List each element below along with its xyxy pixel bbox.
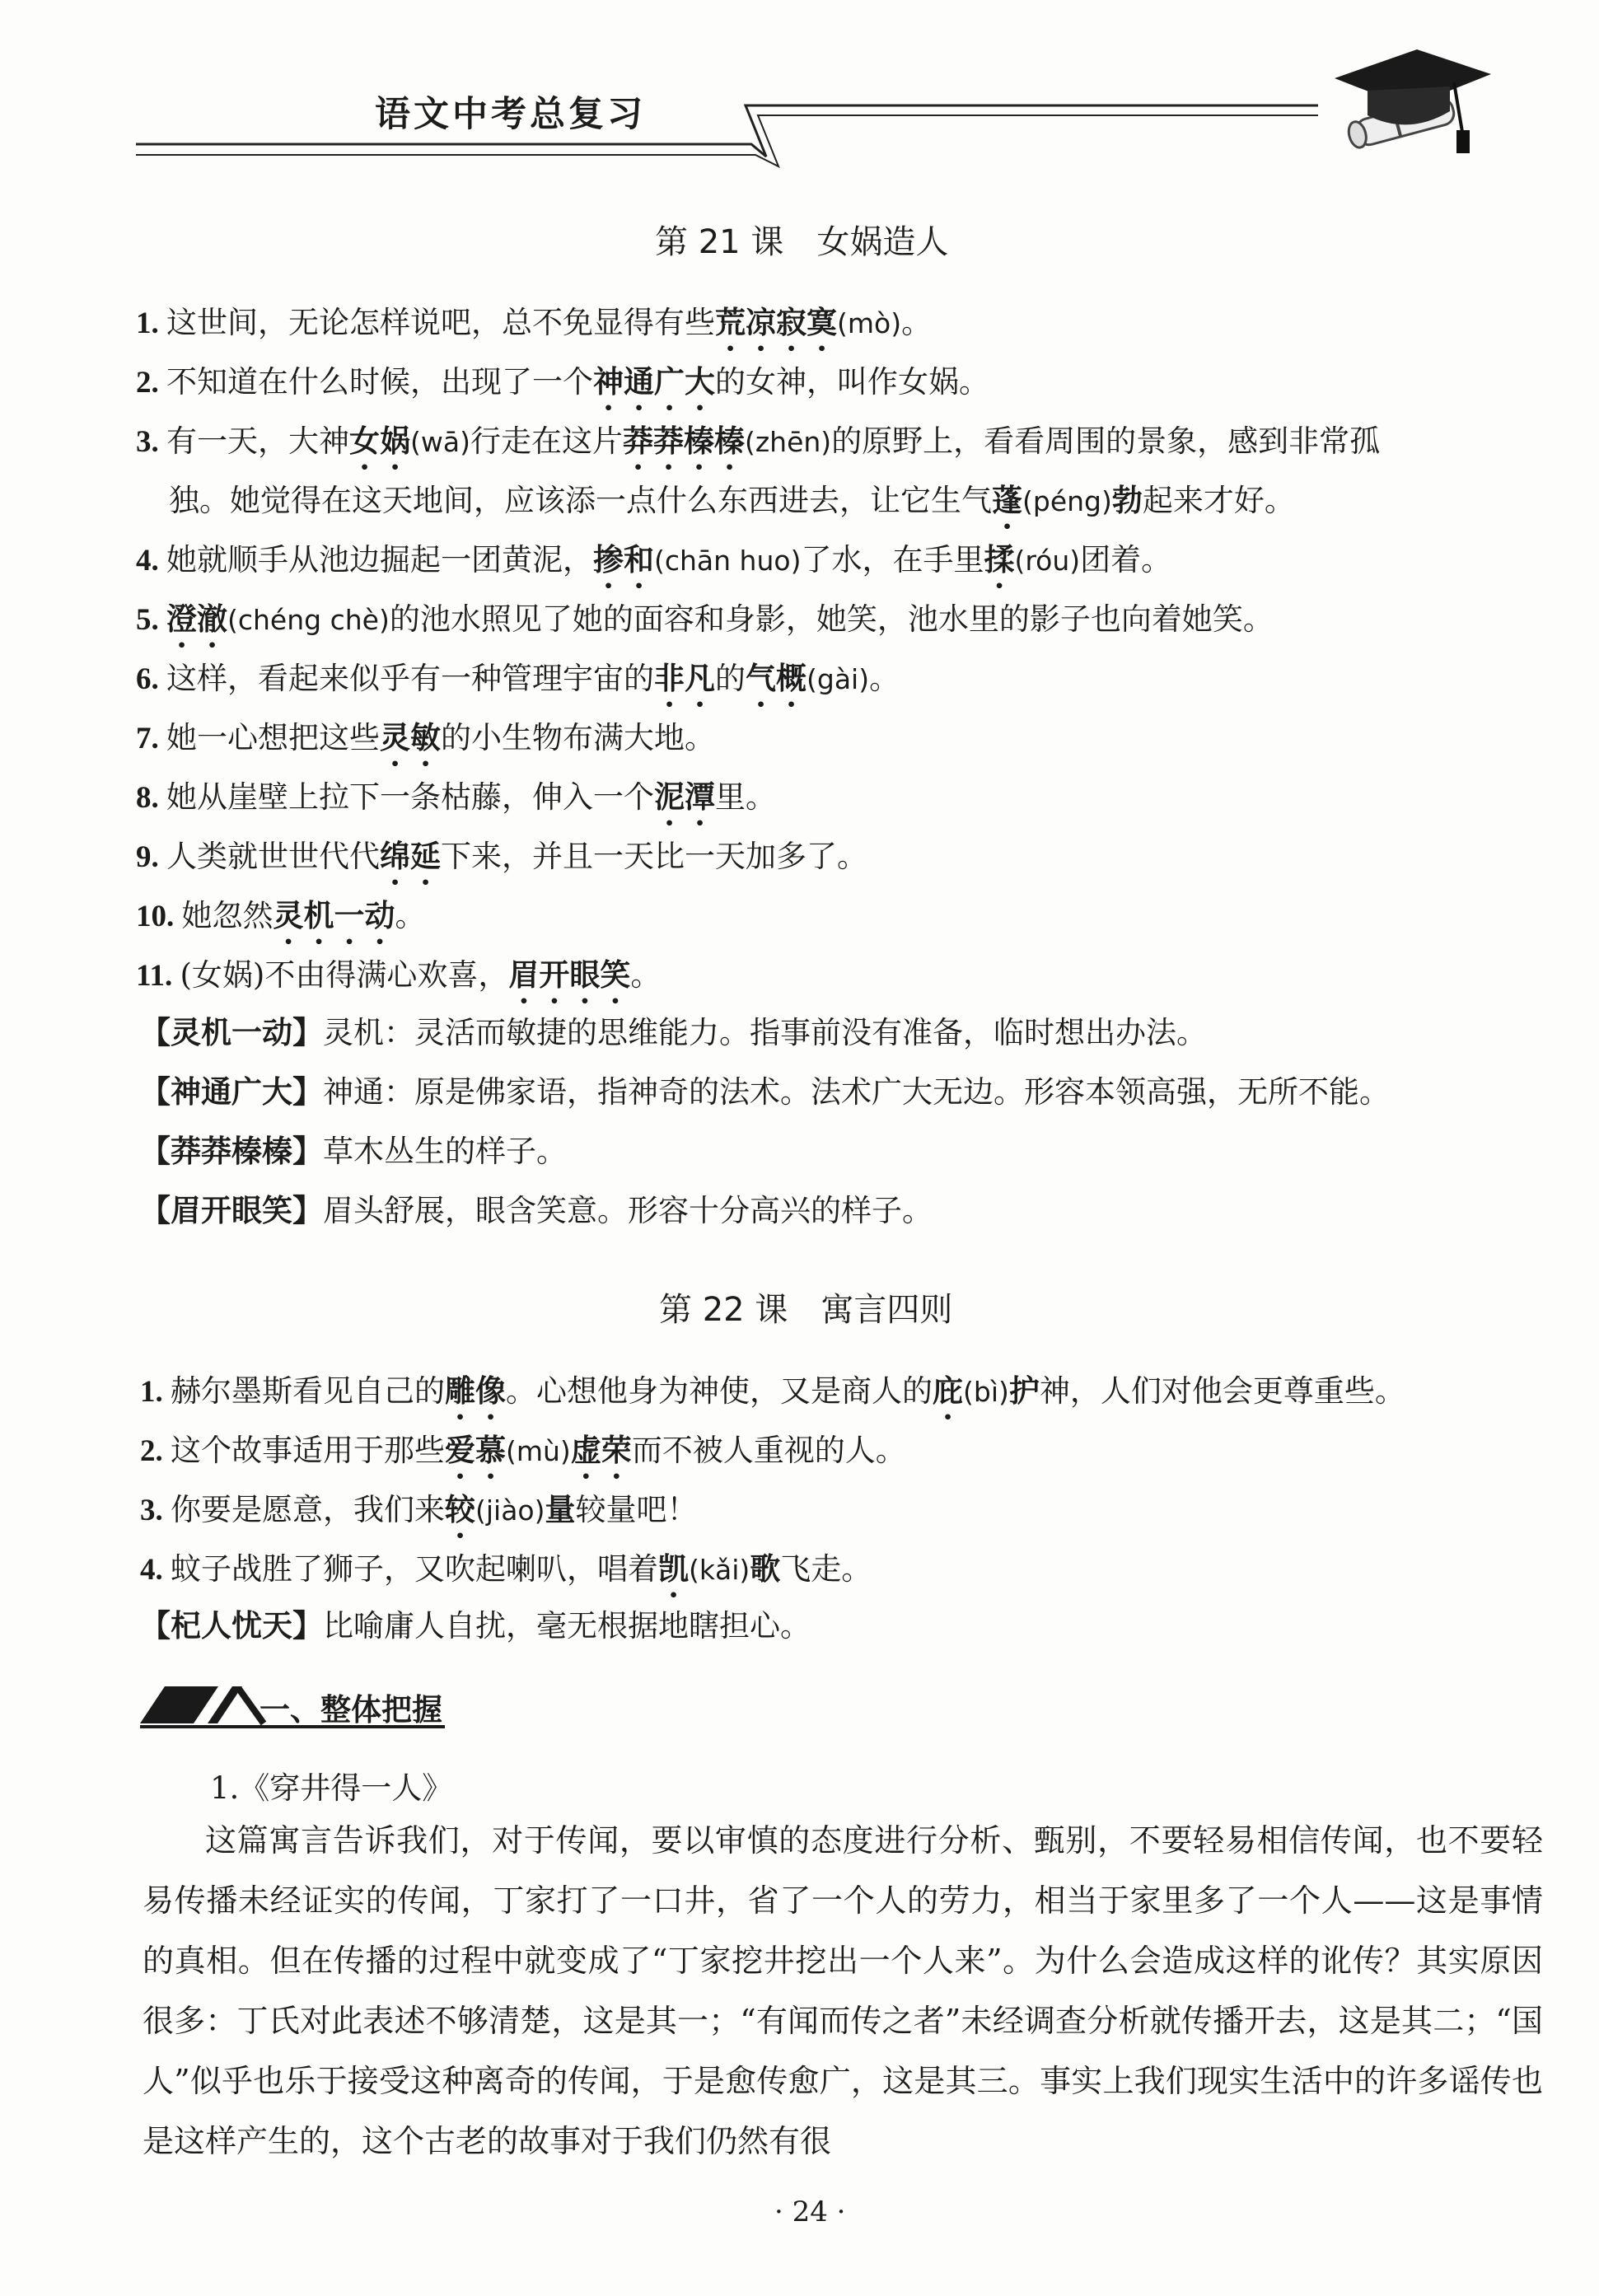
item-number: 10. bbox=[136, 900, 182, 933]
text-segment: 这样，看起来似乎有一种管理宇宙的 bbox=[166, 661, 654, 696]
item-number: 9. bbox=[136, 840, 166, 874]
text-segment: 起来才好。 bbox=[1142, 483, 1295, 518]
vocab-line bbox=[136, 364, 989, 418]
vocab-line bbox=[140, 1551, 872, 1605]
pinyin: (wā) bbox=[410, 426, 470, 458]
idiom-definition bbox=[140, 1195, 933, 1226]
section-subtitle: 1.《穿井得一人》 bbox=[210, 1770, 453, 1806]
item-number: 2. bbox=[140, 1434, 171, 1468]
text-segment: 里。 bbox=[715, 779, 776, 815]
text-segment: 有一天，大神 bbox=[166, 423, 349, 459]
idiom-term: 【神通广大】 bbox=[140, 1074, 323, 1110]
idiom-term: 【灵机一动】 bbox=[140, 1015, 323, 1050]
idiom-definition bbox=[140, 1017, 1207, 1048]
vocab-line bbox=[169, 483, 1295, 536]
text-segment: 下来，并且一天比一天加多了。 bbox=[441, 839, 867, 874]
keyword-dotted: 庇 bbox=[933, 1373, 963, 1409]
graduation-cap-icon bbox=[1318, 33, 1499, 173]
keyword: 歌 bbox=[750, 1551, 781, 1587]
pinyin: (bì) bbox=[963, 1376, 1009, 1408]
item-number: 3. bbox=[136, 425, 166, 459]
idiom-meaning: 眉头舒展，眼含笑意。形容十分高兴的样子。 bbox=[323, 1193, 933, 1228]
item-number: 11. bbox=[136, 959, 180, 993]
book-title: 语文中考总复习 bbox=[375, 94, 646, 135]
idiom-meaning: 神通：原是佛家语，指神奇的法术。法术广大无边。形容本领高强，无所不能。 bbox=[323, 1074, 1390, 1110]
item-number: 4. bbox=[140, 1553, 171, 1587]
keyword-dotted: 泥潭 bbox=[654, 779, 715, 815]
keyword-dotted: 灵敏 bbox=[380, 720, 441, 755]
text-segment: 。心想他身为神使，又是商人的 bbox=[506, 1373, 933, 1409]
text-segment: 而不被人重视的人。 bbox=[631, 1433, 906, 1468]
text-segment: 赫尔墨斯看见自己的 bbox=[171, 1373, 445, 1409]
text-segment: 她就顺手从池边掘起一团黄泥， bbox=[166, 542, 593, 578]
text-segment: 她从崖壁上拉下一条枯藤，伸入一个 bbox=[166, 779, 654, 815]
section-title: 一、整体把握 bbox=[259, 1692, 442, 1728]
text-segment: 她忽然 bbox=[181, 898, 274, 933]
keyword-dotted: 爱慕 bbox=[445, 1433, 506, 1468]
item-number: 2. bbox=[136, 366, 166, 400]
pinyin: (zhēn) bbox=[744, 426, 832, 458]
text-segment: 行走在这片 bbox=[470, 423, 623, 459]
pinyin: (kǎi) bbox=[689, 1554, 750, 1586]
lesson-22-title: 第 22 课 寓言四则 bbox=[659, 1291, 953, 1329]
text-segment: 。 bbox=[630, 957, 662, 993]
keyword-dotted: 掺和 bbox=[593, 542, 654, 578]
idiom-meaning: 灵机：灵活而敏捷的思维能力。指事前没有准备，临时想出办法。 bbox=[323, 1015, 1207, 1050]
vocab-line bbox=[136, 305, 932, 358]
keyword-dotted: 莽莽榛榛 bbox=[622, 423, 745, 459]
pinyin: (péng) bbox=[1022, 485, 1112, 517]
vocab-line bbox=[136, 661, 900, 714]
idiom-definition bbox=[140, 1608, 811, 1644]
text-segment: 的原野上，看看周围的景象，感到非常孤 bbox=[831, 423, 1381, 459]
text-segment: 。 bbox=[395, 898, 426, 933]
idiom-term: 【杞人忧天】 bbox=[140, 1608, 323, 1644]
section-paragraph: 这篇寓言告诉我们，对于传闻，要以审慎的态度进行分析、甄别，不要轻易相信传闻，也不要轻易传播未经证实的传闻，丁家打了一口井，省了一个人的劳力，相当于家里多了一个人——这是事情的真相。但在传播的过程中就变成了“丁家挖井挖出一个人来”。为什么会造成这样的讹传？其实原因很多：丁氏对此表述不够清楚，这是其一；“有闻而传之者”未经调查分析就传播开去，这是其二；“国人”似乎也乐于接受这种离奇的传闻，于是愈传愈广，这是其三。事实上我们现实生活中的许多谣传也是这样产生的，这个古老的故事对于我们仍然有很 bbox=[143, 1822, 1543, 2159]
keyword-dotted: 虚荣 bbox=[570, 1433, 632, 1468]
keyword: 护 bbox=[1008, 1373, 1040, 1409]
item-number: 7. bbox=[136, 722, 166, 755]
text-segment: 她一心想把这些 bbox=[166, 720, 380, 755]
pinyin: (chān huo) bbox=[654, 545, 802, 577]
keyword: 勃 bbox=[1111, 483, 1143, 518]
text-segment: 蚊子战胜了狮子，又吹起喇叭，唱着 bbox=[171, 1551, 658, 1587]
vocab-line bbox=[140, 1373, 1405, 1427]
keyword-dotted: 澄澈 bbox=[166, 601, 227, 637]
text-segment: 飞走。 bbox=[780, 1551, 872, 1587]
pinyin: (gài) bbox=[807, 663, 870, 695]
text-segment: 这个故事适用于那些 bbox=[171, 1433, 445, 1468]
keyword-dotted: 蓬 bbox=[992, 483, 1022, 518]
text-segment: 你要是愿意，我们来 bbox=[171, 1492, 445, 1527]
text-segment: 神，人们对他会更尊重些。 bbox=[1039, 1373, 1405, 1409]
pinyin: (jiào) bbox=[475, 1494, 545, 1527]
item-number: 1. bbox=[136, 306, 166, 340]
keyword-dotted: 眉开眼笑 bbox=[508, 957, 631, 993]
keyword-dotted: 雕像 bbox=[445, 1373, 506, 1409]
keyword: 量 bbox=[545, 1492, 576, 1527]
text-segment: 。 bbox=[901, 305, 933, 340]
keyword-dotted: 荒凉寂寞 bbox=[715, 305, 837, 340]
idiom-term: 【莽莽榛榛】 bbox=[140, 1134, 323, 1169]
item-number: 4. bbox=[136, 544, 166, 578]
pinyin: (chéng chè) bbox=[227, 604, 390, 636]
vocab-line bbox=[136, 779, 776, 833]
idiom-term: 【眉开眼笑】 bbox=[140, 1193, 323, 1228]
vocab-line bbox=[136, 601, 1274, 655]
pinyin: (mù) bbox=[506, 1435, 571, 1467]
header-rule bbox=[132, 49, 1351, 173]
vocab-line bbox=[136, 839, 867, 892]
keyword-dotted: 灵机一动 bbox=[273, 898, 395, 933]
item-number: 3. bbox=[140, 1494, 171, 1527]
keyword-dotted: 气概 bbox=[746, 661, 807, 696]
vocab-line bbox=[136, 957, 661, 1011]
text-segment: 独。她觉得在这天地间，应该添一点什么东西进去，让它生气 bbox=[169, 483, 992, 518]
pinyin: (róu) bbox=[1014, 545, 1081, 577]
text-segment: (女娲)不由得满心欢喜， bbox=[180, 957, 509, 993]
idiom-definition bbox=[140, 1074, 1390, 1110]
keyword-dotted: 较 bbox=[445, 1492, 475, 1527]
vocab-line bbox=[136, 898, 426, 952]
idiom-meaning: 比喻庸人自扰，毫无根据地瞎担心。 bbox=[323, 1608, 811, 1644]
text-segment: 的小生物布满大地。 bbox=[441, 720, 715, 755]
vocab-line bbox=[136, 542, 1171, 596]
page-number: · 24 · bbox=[774, 2195, 846, 2228]
item-number: 1. bbox=[140, 1375, 171, 1409]
vocab-line bbox=[136, 423, 1380, 477]
keyword-dotted: 女娲 bbox=[349, 423, 410, 459]
keyword-dotted: 绵延 bbox=[380, 839, 441, 874]
vocab-line bbox=[140, 1492, 698, 1545]
keyword-dotted: 凯 bbox=[658, 1551, 689, 1587]
pinyin: (mò) bbox=[837, 307, 902, 339]
vocab-line bbox=[136, 720, 715, 774]
keyword-dotted: 非凡 bbox=[654, 661, 715, 696]
text-segment: 的 bbox=[715, 661, 746, 696]
idiom-meaning: 草木丛生的样子。 bbox=[323, 1134, 567, 1169]
item-number: 6. bbox=[136, 662, 166, 696]
text-segment: 不知道在什么时候，出现了一个 bbox=[166, 364, 593, 400]
keyword-dotted: 神通广大 bbox=[593, 364, 715, 400]
text-segment: 团着。 bbox=[1080, 542, 1172, 578]
keyword-dotted: 揉 bbox=[984, 542, 1015, 578]
text-segment: 这世间，无论怎样说吧，总不免显得有些 bbox=[166, 305, 715, 340]
lesson-21-title: 第 21 课 女娲造人 bbox=[655, 223, 949, 261]
text-segment: 的女神，叫作女娲。 bbox=[715, 364, 989, 400]
text-segment: 的池水照见了她的面容和身影，她笑，池水里的影子也向着她笑。 bbox=[389, 601, 1274, 637]
item-number: 8. bbox=[136, 781, 166, 815]
vocab-line bbox=[140, 1433, 906, 1486]
text-segment: 。 bbox=[869, 661, 900, 696]
text-segment: 较量吧！ bbox=[575, 1492, 698, 1527]
item-number: 5. bbox=[136, 603, 166, 637]
idiom-definition bbox=[140, 1136, 567, 1167]
text-segment: 人类就世世代代 bbox=[166, 839, 380, 874]
text-segment: 了水，在手里 bbox=[801, 542, 984, 578]
